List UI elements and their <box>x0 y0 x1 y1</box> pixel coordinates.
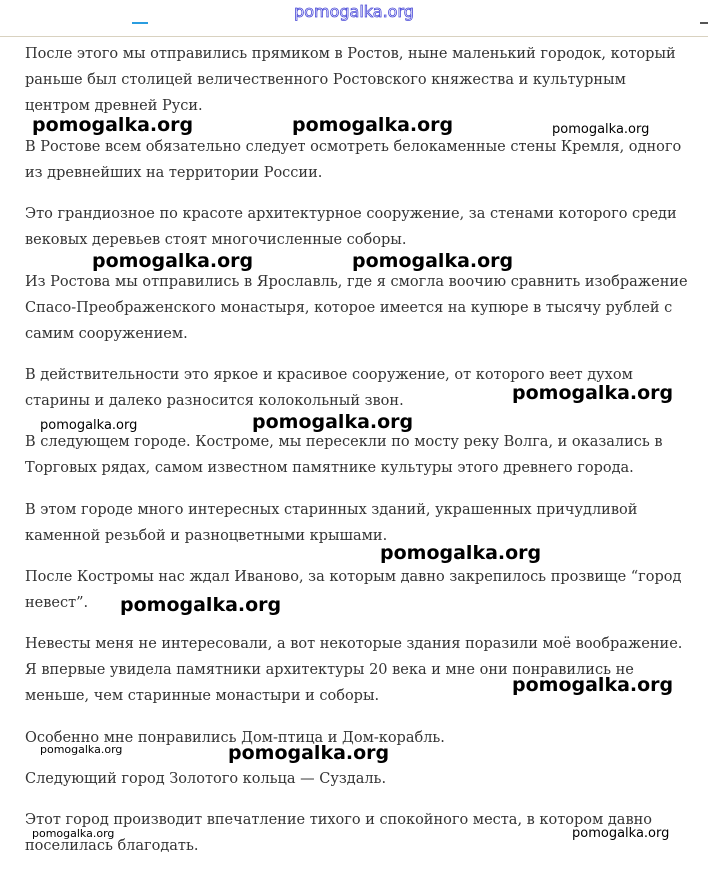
watermark: pomogalka.org <box>228 742 390 764</box>
watermark: pomogalka.org <box>32 827 115 840</box>
paragraph: Из Ростова мы отправились в Ярославль, где я смогла воочию сравнить изображение Спасо-Преображенского монастыря, которое имеется на купюре в тысячу рублей с самим сооружением. <box>25 274 688 342</box>
watermark: pomogalka.org <box>40 743 123 756</box>
watermark: pomogalka.org <box>512 382 674 404</box>
watermark: pomogalka.org <box>252 411 414 433</box>
watermark: pomogalka.org <box>40 418 138 433</box>
paragraph: Особенно мне понравились Дом-птица и Дом-корабль. <box>25 730 445 746</box>
paragraph: В Ростове всем обязательно следует осмотреть белокаменные стены Кремля, одного из древнейших на территории России. <box>25 139 682 181</box>
menu-indicator[interactable] <box>132 22 148 24</box>
paragraph: Невесты меня не интересовали, а вот некоторые здания поразили моё воображение. Я впервые увидела памятники архитектуры 20 века и мне они понравились не меньше, чем старинные монастыри и соборы. <box>25 636 683 704</box>
paragraph: Следующий город Золотого кольца — Суздаль. <box>25 771 387 787</box>
site-logo[interactable]: pomogalka.org <box>294 2 414 21</box>
paragraph: В следующем городе. Костроме, мы пересекли по мосту реку Волга, и оказались в Торговых рядах, самом известном памятнике культуры этого древнего города. <box>25 434 663 476</box>
site-header <box>0 0 708 37</box>
paragraph: Этот город производит впечатление тихого и спокойного места, в котором давно поселилась благодать. <box>25 812 653 854</box>
paragraph: После этого мы отправились прямиком в Ростов, ныне маленький городок, который раньше был столицей величественного Ростовского княжества и культурным центром древней Руси. <box>25 46 676 114</box>
watermark: pomogalka.org <box>572 826 670 841</box>
watermark: pomogalka.org <box>552 122 650 137</box>
watermark: pomogalka.org <box>120 594 282 616</box>
paragraph: В действительности это яркое и красивое сооружение, от которого веет духом старины и далеко разносится колокольный звон. <box>25 367 633 409</box>
watermark: pomogalka.org <box>512 674 674 696</box>
paragraph: В этом городе много интересных старинных зданий, украшенных причудливой каменной резьбой и разноцветными крышами. <box>25 502 638 544</box>
watermark: pomogalka.org <box>32 114 194 136</box>
watermark: pomogalka.org <box>292 114 454 136</box>
menu-icon[interactable] <box>700 22 708 24</box>
watermark: pomogalka.org <box>92 250 254 272</box>
paragraph: После Костромы нас ждал Иваново, за которым давно закрепилось прозвище “город невест”. <box>25 569 682 611</box>
watermark: pomogalka.org <box>380 542 542 564</box>
watermark: pomogalka.org <box>352 250 514 272</box>
paragraph: Это грандиозное по красоте архитектурное сооружение, за стенами которого среди вековых деревьев стоят многочисленные соборы. <box>25 206 677 248</box>
